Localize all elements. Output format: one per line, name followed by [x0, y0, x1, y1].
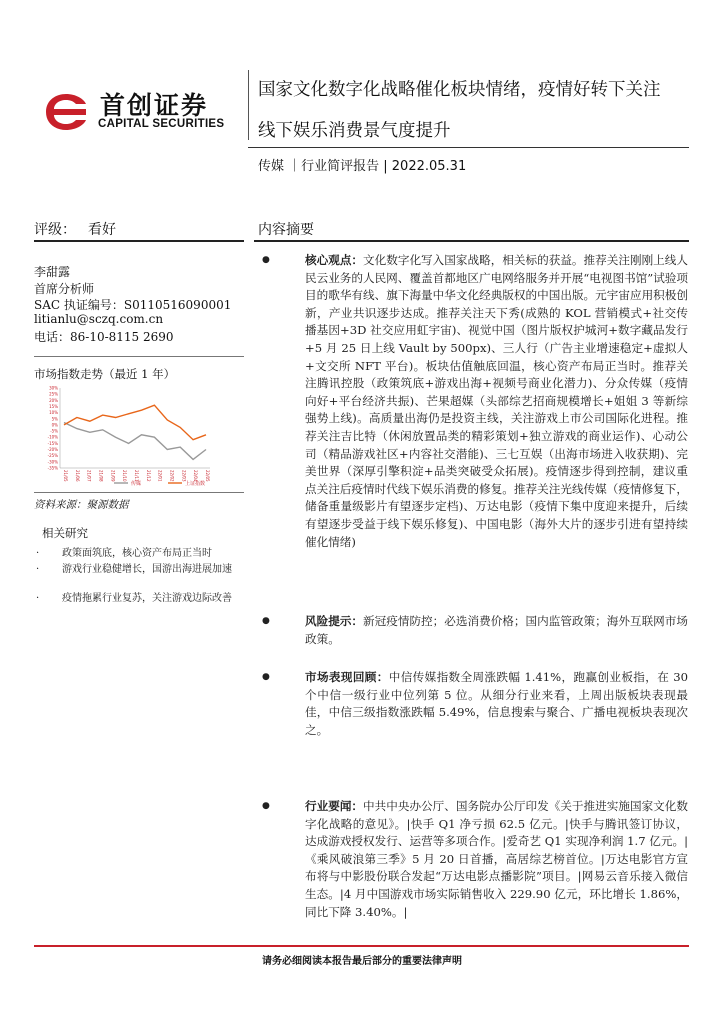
header-rule [248, 147, 689, 148]
analyst-email[interactable]: litianlu@sczq.com.cn [34, 312, 164, 326]
section-text: 文化数字化写入国家战略，相关标的获益。推荐关注刚刚上线人民云业务的人民网、覆盖首都地区广电网络服务并开展“电视图书馆”试验项目的歌华有线、旗下海量中华文化经典版权的中国出版。元宇宙应用积极创新，产业共识逐步达成。推荐关注天下秀(成熟的 KOL 营销模式+社交传播基因+3D 社交应用虹宇宙)、视觉中国（图片版权护城河+数字藏品发行+5 月 25 日上线 Vault by 500px)、三人行（广告主业增速稳定+虚拟人+文交所 NFT 平台)。板块估值触底回温，核心资产布局正当时。推荐关注腾讯控股（政策筑底+游戏出海+视频号商业化潜力)、分众传媒（疫情向好+平台经济共振)、芒果超媒（头部综艺招商规模增长+姐姐 3 等新综强势上线)。高质量出海仍是投资主线，关注游戏上市公司国际化进程。推荐关注吉比特（休闲放置品类的精彩策划+独立游戏的商业运作)、心动公司（精品游戏社区+内容社交潜能)、三七互娱（出海市场进入收获期)、完美世界（深厚引擎积淀+品类突破受众拓展)。疫情逐步得到控制，建议重点关注后疫情时代线下娱乐消费的修复。推荐关注光线传媒（疫情修复下，储备重量级影片有望逐步定档)、万达电影（疫情下集中度迎来提升，后续有望逐步受益于线下娱乐修复)、中国电影（海外大片的逐步引进有望持续催化情绪) [305, 253, 688, 549]
x-tick-label: 22/04 [193, 470, 199, 482]
x-tick-label: 21/11 [134, 470, 139, 482]
section-risk [262, 613, 688, 648]
y-tick-label: 25% [49, 391, 58, 397]
brand-name-cn: 首创证券 [100, 91, 209, 120]
analyst-phone: 电话：86-10-8115 2690 [34, 330, 174, 344]
y-tick-label: -30% [47, 459, 58, 465]
x-tick-label: 21/08 [98, 470, 104, 482]
x-tick-label: 21/07 [86, 470, 92, 482]
section-industry-news [262, 798, 688, 921]
series-line-上证指数 [64, 405, 206, 440]
summary-title: 内容摘要 [258, 222, 314, 238]
y-tick-label: -15% [47, 440, 58, 446]
section-label: 市场表现回顾： [305, 670, 389, 684]
left-rule [34, 240, 244, 242]
x-tick-label: 22/03 [181, 470, 187, 482]
series-line-传媒 [64, 423, 206, 460]
bullet-icon: ● [262, 672, 270, 682]
related-research-title: 相关研究 [42, 526, 88, 540]
bullet-icon: ● [262, 801, 270, 811]
y-tick-label: -10% [47, 434, 58, 440]
rating-value: 看好 [88, 222, 116, 238]
analyst-rule [34, 356, 244, 357]
y-tick-label: -20% [47, 447, 58, 453]
y-tick-label: 15% [49, 403, 58, 409]
section-label: 行业要闻： [305, 799, 364, 813]
related-item[interactable]: · 游戏行业稳健增长，国游出海进展加速 [36, 564, 232, 575]
brand-name-en: CAPITAL SECURITIES [98, 118, 225, 130]
x-tick-label: 21/12 [145, 470, 151, 482]
report-title-line1: 国家文化数字化战略催化板块情绪，疫情好转下关注 [258, 80, 661, 100]
right-rule [254, 240, 689, 242]
rating-label: 评级： [34, 222, 76, 238]
legend-label: 传媒 [131, 481, 142, 487]
section-market-review [262, 669, 688, 739]
footer-disclaimer: 请务必细阅读本报告最后部分的重要法律声明 [262, 956, 462, 967]
x-tick-label: 21/09 [110, 470, 116, 482]
x-tick-label: 21/10 [122, 470, 128, 482]
y-tick-label: 30% [49, 385, 58, 391]
y-tick-label: -5% [50, 428, 58, 434]
related-item[interactable]: · 政策面筑底，核心资产布局正当时 [36, 548, 212, 559]
y-tick-label: 20% [49, 397, 58, 403]
report-title-line2: 线下娱乐消费景气度提升 [258, 121, 451, 141]
x-tick-label: 21/05 [63, 470, 68, 482]
y-tick-label: 0% [51, 422, 58, 428]
section-label: 风险提示： [305, 614, 364, 628]
analyst-name: 李甜露 [34, 265, 71, 279]
section-text: 新冠疫情防控；必选消费价格；国内监管政策；海外互联网市场政策。 [305, 614, 688, 646]
chart-source: 资料来源：聚源数据 [34, 499, 129, 511]
y-tick-label: -25% [47, 453, 58, 459]
x-tick-label: 22/02 [169, 470, 175, 482]
bullet-icon: ● [262, 616, 270, 626]
y-tick-label: 5% [51, 416, 58, 422]
x-tick-label: 22/01 [157, 470, 163, 482]
header-divider [248, 70, 249, 140]
section-text: 中信传媒指数全周涨跌幅 1.41%，跑赢创业板指，在 30 个中信一级行业中位列第 5 位。从细分行业来看，上周出版板块表现最佳，中信三级指数涨跌幅 5.49%，信息搜索与聚合、广播电视板块表现次之。 [305, 670, 688, 737]
chart-rule [34, 492, 244, 493]
y-tick-label: -35% [47, 465, 58, 471]
x-tick-label: 21/06 [74, 470, 80, 482]
section-label: 核心观点： [305, 253, 364, 267]
analyst-sac: SAC 执证编号：S0110516090001 [34, 298, 232, 312]
x-tick-label: 22/05 [205, 470, 210, 482]
bullet-icon: ● [262, 255, 270, 265]
chart-title: 市场指数走势（最近 1 年） [34, 367, 176, 381]
section-core-view [262, 252, 688, 551]
footer-rule [34, 945, 689, 947]
report-meta: 传媒 ｜行业简评报告 | 2022.05.31 [258, 159, 467, 174]
related-item[interactable]: · 疫情拖累行业复苏，关注游戏边际改善 [36, 593, 232, 604]
capital-securities-logo-icon [42, 92, 88, 132]
market-index-chart [34, 384, 220, 488]
analyst-title: 首席分析师 [34, 282, 95, 296]
legend-label: 上证指数 [185, 481, 206, 487]
y-tick-label: 10% [49, 410, 58, 416]
section-text: 中共中央办公厅、国务院办公厅印发《关于推进实施国家文化数字化战略的意见》。|快手 Q1 净亏损 62.5 亿元。|快手与腾讯签订协议，达成游戏授权发行、运营等多项合作。|爱奇艺 Q1 实现净利润 1.7 亿元。|《乘风破浪第三季》5 月 20 日首播，高居综艺榜首位。|万达电影官方宣布将与中影股份联合发起“万达电影点播影院”项目。|网易云音乐接入微信生态。|4 月中国游戏市场实际销售收入 229.90 亿元，环比增长 1.86%，同比下降 3.40%。| [305, 799, 688, 919]
